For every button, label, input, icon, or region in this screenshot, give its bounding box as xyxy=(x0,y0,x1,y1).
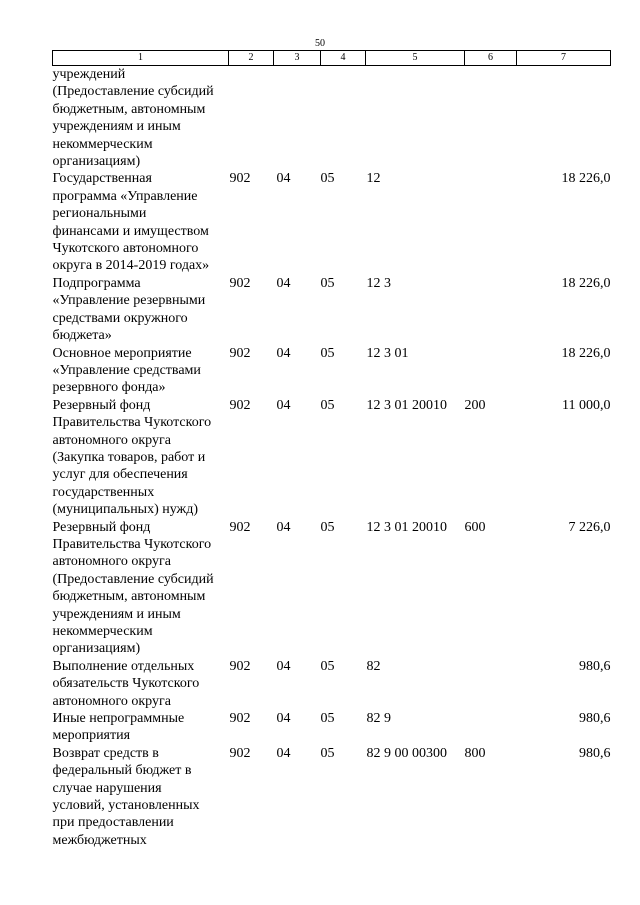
row-section-code: 04 xyxy=(276,345,291,361)
row-ministry-code: 902 xyxy=(229,171,251,187)
row-amount: 18 226,0 xyxy=(561,345,611,361)
row-subsection-code: 05 xyxy=(320,171,335,187)
row-amount: 11 000,0 xyxy=(562,397,611,413)
table-row xyxy=(53,345,611,397)
row-expense-type xyxy=(465,658,517,710)
row-section-code: 04 xyxy=(276,519,291,535)
row-expense-type xyxy=(465,345,517,397)
row-expense-type: 600 xyxy=(464,519,486,535)
row-section-code: 04 xyxy=(276,745,291,761)
row-name: Резервный фонд Правительства Чукотского автономного округа (Предоставление субсидий бюджетным, автономным учреждениям и иным некоммерческим организациям) xyxy=(52,519,214,657)
row-name: Государственная программа «Управление региональными финансами и имуществом Чукотского автономного округа в 2014-2019 годах» xyxy=(52,171,210,274)
row-amount: 980,6 xyxy=(579,658,611,674)
row-subsection-code: 05 xyxy=(320,345,335,361)
table-row xyxy=(53,519,611,658)
column-number-header xyxy=(53,51,611,66)
row-name: Выполнение отдельных обязательств Чукотского автономного округа xyxy=(52,658,200,709)
row-target-code: 12 3 01 20010 xyxy=(366,397,447,413)
row-target-code: 12 3 xyxy=(366,275,391,291)
row-ministry-code: 902 xyxy=(229,745,251,761)
row-section-code: 04 xyxy=(276,658,291,674)
row-subsection-code: 05 xyxy=(320,519,335,535)
row-expense-type: 200 xyxy=(464,397,486,413)
row-ministry-code: 902 xyxy=(229,275,251,291)
row-expense-type xyxy=(465,170,517,274)
row-target-code: 82 9 00 00300 xyxy=(366,745,447,761)
row-amount: 980,6 xyxy=(579,711,611,727)
column-header: 4 xyxy=(321,51,366,66)
column-header: 1 xyxy=(53,51,229,66)
row-amount: 980,6 xyxy=(579,745,611,761)
row-amount: 18 226,0 xyxy=(561,275,611,291)
table-row xyxy=(53,170,611,274)
row-ministry-code: 902 xyxy=(229,397,251,413)
row-subsection-code: 05 xyxy=(320,397,335,413)
row-name: Основное мероприятие «Управление средствами резервного фонда» xyxy=(52,345,201,396)
row-ministry-code: 902 xyxy=(229,519,251,535)
column-header: 2 xyxy=(229,51,274,66)
row-target-code: 82 xyxy=(366,658,381,674)
row-section-code: 04 xyxy=(276,171,291,187)
row-amount: 7 226,0 xyxy=(568,519,611,535)
row-subsection-code: 05 xyxy=(320,658,335,674)
row-name: Подпрограмма «Управление резервными средствами окружного бюджета» xyxy=(52,275,206,344)
row-ministry-code: 902 xyxy=(229,711,251,727)
row-subsection-code: 05 xyxy=(320,711,335,727)
row-target-code xyxy=(366,66,465,171)
row-expense-type xyxy=(465,710,517,745)
table-row xyxy=(53,66,611,171)
table-row xyxy=(53,275,611,345)
row-subsection-code xyxy=(321,66,366,171)
row-expense-type xyxy=(465,66,517,171)
column-header: 3 xyxy=(274,51,321,66)
row-ministry-code: 902 xyxy=(229,658,251,674)
page-number: 50 xyxy=(315,38,325,49)
row-section-code: 04 xyxy=(276,711,291,727)
row-ministry-code xyxy=(229,66,274,171)
table-row xyxy=(53,745,611,849)
row-target-code: 82 9 xyxy=(366,711,391,727)
row-amount: 18 226,0 xyxy=(561,171,611,187)
row-section-code xyxy=(274,66,321,171)
table-row xyxy=(53,397,611,519)
row-subsection-code: 05 xyxy=(320,275,335,291)
table-row xyxy=(53,658,611,710)
row-name: Иные непрограммные мероприятия xyxy=(52,711,185,744)
row-target-code: 12 3 01 xyxy=(366,345,409,361)
row-section-code: 04 xyxy=(276,275,291,291)
row-name: Резервный фонд Правительства Чукотского автономного округа (Закупка товаров, работ и услуг для обеспечения государственных (муниципальных) нужд) xyxy=(52,397,212,518)
row-amount xyxy=(517,66,611,171)
column-header: 7 xyxy=(517,51,611,66)
column-header: 6 xyxy=(465,51,517,66)
row-subsection-code: 05 xyxy=(320,745,335,761)
row-ministry-code: 902 xyxy=(229,345,251,361)
column-header: 5 xyxy=(366,51,465,66)
row-target-code: 12 xyxy=(366,171,381,187)
row-section-code: 04 xyxy=(276,397,291,413)
row-target-code: 12 3 01 20010 xyxy=(366,519,447,535)
budget-table xyxy=(52,50,611,849)
row-name: Возврат средств в федеральный бюджет в случае нарушения условий, установленных при предоставлении межбюджетных xyxy=(52,745,200,848)
row-expense-type xyxy=(465,275,517,345)
row-expense-type: 800 xyxy=(464,745,486,761)
row-name: учреждений (Предоставление субсидий бюджетным, автономным учреждениям и иным некоммерческим организациям) xyxy=(52,67,214,170)
table-row xyxy=(53,710,611,745)
